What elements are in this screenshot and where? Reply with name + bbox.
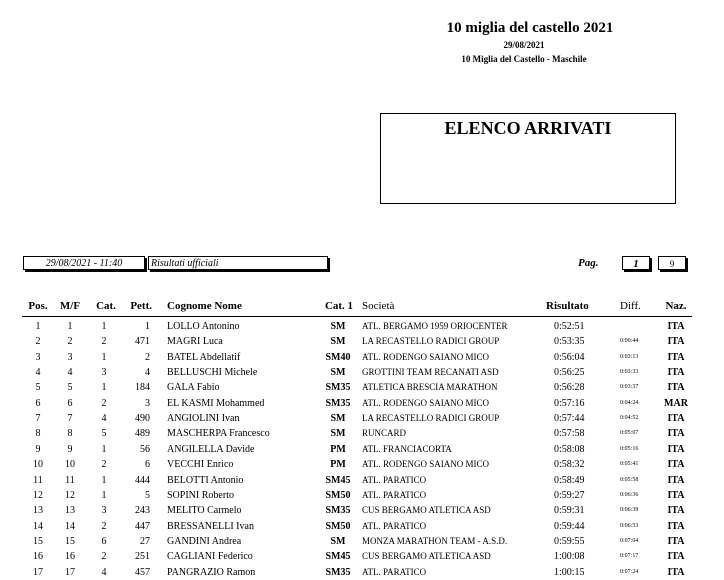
cell-mf: 4 <box>67 367 73 379</box>
page-total: 9 <box>658 256 686 270</box>
cell-pos: 17 <box>33 566 43 578</box>
cell-naz: ITA <box>667 459 685 471</box>
cell-cat1: SM35 <box>325 505 351 517</box>
cell-soc: LA RECASTELLO RADICI GROUP <box>362 413 500 424</box>
cell-mf: 13 <box>65 505 75 517</box>
cell-naz: ITA <box>667 474 685 486</box>
cell-diff: 0:06:36 <box>620 491 639 498</box>
cell-mf: 5 <box>67 382 73 394</box>
cell-cat1: SM45 <box>325 551 351 563</box>
cell-res: 1:00:15 <box>554 566 585 578</box>
cell-cat: 2 <box>101 397 107 409</box>
cell-cat: 1 <box>101 443 107 455</box>
cell-mf: 2 <box>67 336 73 348</box>
page-label: Pag. <box>578 257 599 269</box>
cell-pos: 13 <box>33 505 43 517</box>
cell-cat1: SM <box>330 428 346 440</box>
cell-mf: 3 <box>67 351 73 363</box>
cell-cat: 6 <box>101 535 107 547</box>
cell-pett: 490 <box>135 413 150 425</box>
cell-naz: ITA <box>667 489 685 501</box>
cell-pett: 457 <box>135 566 150 578</box>
cell-res: 0:58:32 <box>554 459 585 471</box>
cell-naz: ITA <box>667 428 685 440</box>
cell-res: 0:59:55 <box>554 535 585 547</box>
cell-name: MASCHERPA Francesco <box>167 428 270 440</box>
cell-cat1: SM <box>330 367 346 379</box>
cell-soc: ATL. PARATICO <box>362 520 427 531</box>
cell-naz: ITA <box>667 443 685 455</box>
cell-naz: ITA <box>667 321 685 332</box>
table-row <box>0 505 724 518</box>
cell-soc: ATL. PARATICO <box>362 474 427 485</box>
table-row <box>0 321 724 334</box>
cell-mf: 9 <box>67 443 73 455</box>
cell-name: GALA Fabio <box>167 382 220 394</box>
cell-pett: 27 <box>140 535 150 547</box>
cell-soc: ATL. RODENGO SAIANO MICO <box>362 459 489 470</box>
cell-pos: 6 <box>35 397 41 409</box>
cell-mf: 6 <box>67 397 73 409</box>
cell-name: ANGILELLA Davide <box>167 443 255 455</box>
cell-mf: 10 <box>65 459 75 471</box>
cell-cat1: SM <box>330 336 346 348</box>
cell-name: ANGIOLINI Ivan <box>167 413 240 425</box>
col-pett: Pett. <box>130 300 152 312</box>
cell-pett: 3 <box>145 397 150 409</box>
race-subtitle: 10 Miglia del Castello - Maschile <box>461 54 587 64</box>
cell-soc: ATL. PARATICO <box>362 489 427 500</box>
cell-diff: 0:07:17 <box>620 553 639 560</box>
page-number: 1 <box>622 256 650 270</box>
cell-name: PANGRAZIO Ramon <box>167 566 256 578</box>
cell-naz: ITA <box>667 566 685 578</box>
cell-mf: 1 <box>67 321 73 332</box>
table-row <box>0 444 724 457</box>
cell-diff: 0:03:37 <box>620 384 639 391</box>
cell-naz: ITA <box>667 413 685 425</box>
cell-cat1: SM50 <box>325 520 351 532</box>
cell-res: 0:59:27 <box>554 489 585 501</box>
cell-cat: 1 <box>101 351 107 363</box>
cell-cat: 4 <box>101 566 107 578</box>
status-field: Risultati ufficiali <box>148 256 328 270</box>
cell-name: CAGLIANI Federico <box>167 551 253 563</box>
cell-mf: 17 <box>65 566 75 578</box>
cell-name: MELITO Carmelo <box>167 505 242 517</box>
cell-pos: 14 <box>33 520 43 532</box>
cell-soc: ATL. RODENGO SAIANO MICO <box>362 397 489 408</box>
cell-res: 0:52:51 <box>554 321 585 332</box>
cell-cat: 2 <box>101 336 107 348</box>
cell-naz: ITA <box>667 351 685 363</box>
cell-pett: 6 <box>145 459 150 471</box>
cell-diff: 0:07:04 <box>620 537 639 544</box>
cell-pett: 444 <box>135 474 150 486</box>
cell-res: 0:56:28 <box>554 382 585 394</box>
cell-res: 0:56:25 <box>554 367 585 379</box>
cell-cat1: SM40 <box>325 351 351 363</box>
cell-pos: 9 <box>35 443 41 455</box>
cell-cat: 1 <box>101 382 107 394</box>
cell-soc: GROTTINI TEAM RECANATI ASD <box>362 367 499 378</box>
cell-naz: ITA <box>667 336 685 348</box>
cell-naz: ITA <box>667 505 685 517</box>
cell-mf: 14 <box>65 520 75 532</box>
table-row <box>0 367 724 380</box>
cell-soc: ATL. PARATICO <box>362 566 427 577</box>
cell-res: 0:58:49 <box>554 474 585 486</box>
cell-naz: ITA <box>667 520 685 532</box>
table-row <box>0 521 724 534</box>
box-title: ELENCO ARRIVATI <box>444 118 612 138</box>
cell-res: 0:57:58 <box>554 428 585 440</box>
cell-res: 0:57:16 <box>554 397 585 409</box>
cell-res: 0:56:04 <box>554 351 585 363</box>
cell-res: 0:57:44 <box>554 413 585 425</box>
cell-cat: 3 <box>101 367 107 379</box>
cell-diff: 0:04:24 <box>620 399 639 406</box>
race-title: 10 miglia del castello 2021 <box>446 20 614 36</box>
col-cat: Cat. <box>96 300 116 312</box>
cell-naz: ITA <box>667 535 685 547</box>
cell-diff: 0:04:52 <box>620 415 639 422</box>
cell-pett: 184 <box>135 382 150 394</box>
cell-pett: 471 <box>135 336 150 348</box>
cell-cat: 2 <box>101 551 107 563</box>
cell-name: EL KASMI Mohammed <box>167 397 265 409</box>
cell-cat: 1 <box>101 489 107 501</box>
cell-soc: ATL. FRANCIACORTA <box>362 443 452 454</box>
cell-pos: 5 <box>35 382 41 394</box>
race-date: 29/08/2021 <box>503 40 545 50</box>
col-naz: Naz. <box>665 300 687 312</box>
cell-mf: 11 <box>65 474 75 486</box>
cell-cat: 4 <box>101 413 107 425</box>
cell-diff: 0:03:13 <box>620 353 639 360</box>
table-row <box>0 352 724 365</box>
cell-name: MAGRI Luca <box>167 336 223 348</box>
cell-diff: 0:03:33 <box>620 369 639 376</box>
cell-pos: 3 <box>35 351 41 363</box>
cell-cat1: PM <box>330 443 346 455</box>
table-row <box>0 551 724 564</box>
table-row <box>0 413 724 426</box>
table-row <box>0 398 724 411</box>
cell-diff: 0:06:53 <box>620 522 639 529</box>
cell-pos: 15 <box>33 535 43 547</box>
cell-soc: RUNCARD <box>362 428 407 439</box>
table-row <box>0 490 724 503</box>
cell-pos: 16 <box>33 551 43 563</box>
cell-res: 0:59:31 <box>554 505 585 517</box>
cell-diff: 0:00:44 <box>620 338 639 345</box>
cell-pos: 8 <box>35 428 41 440</box>
cell-cat: 2 <box>101 520 107 532</box>
cell-pos: 2 <box>35 336 41 348</box>
cell-cat: 1 <box>101 474 107 486</box>
cell-soc: MONZA MARATHON TEAM - A.S.D. <box>362 535 508 546</box>
table-row <box>0 428 724 441</box>
col-soc: Società <box>362 300 395 312</box>
cell-res: 0:53:35 <box>554 336 585 348</box>
cell-cat1: SM <box>330 535 346 547</box>
cell-mf: 12 <box>65 489 75 501</box>
cell-pos: 1 <box>35 321 41 332</box>
cell-soc: CUS BERGAMO ATLETICA ASD <box>362 551 491 562</box>
cell-pos: 4 <box>35 367 41 379</box>
table-row <box>0 382 724 395</box>
col-cat1: Cat. 1 <box>324 300 354 312</box>
cell-mf: 16 <box>65 551 75 563</box>
cell-res: 0:58:08 <box>554 443 585 455</box>
col-res: Risultato <box>546 300 589 312</box>
cell-name: BRESSANELLI Ivan <box>167 520 254 532</box>
col-name: Cognome Nome <box>167 300 242 312</box>
cell-cat: 3 <box>101 505 107 517</box>
cell-pos: 12 <box>33 489 43 501</box>
cell-pett: 4 <box>145 367 150 379</box>
cell-pett: 2 <box>145 351 150 363</box>
cell-cat1: SM50 <box>325 489 351 501</box>
cell-cat1: SM35 <box>325 397 351 409</box>
col-diff: Diff. <box>620 300 641 312</box>
cell-soc: ATLETICA BRESCIA MARATHON <box>362 382 498 393</box>
cell-soc: LA RECASTELLO RADICI GROUP <box>362 336 500 347</box>
cell-cat: 2 <box>101 459 107 471</box>
cell-mf: 8 <box>67 428 73 440</box>
table-row <box>0 536 724 549</box>
col-mf: M/F <box>59 300 81 312</box>
cell-mf: 15 <box>65 535 75 547</box>
cell-pett: 243 <box>135 505 150 517</box>
cell-name: LOLLO Antonino <box>167 321 240 332</box>
table-row <box>0 336 724 349</box>
cell-soc: CUS BERGAMO ATLETICA ASD <box>362 505 491 516</box>
header-divider <box>22 316 692 317</box>
cell-mf: 7 <box>67 413 73 425</box>
cell-name: BATEL Abdellatif <box>167 351 241 363</box>
cell-name: BELOTTI Antonio <box>167 474 244 486</box>
cell-pett: 5 <box>145 489 150 501</box>
cell-pett: 447 <box>135 520 150 532</box>
cell-name: GANDINI Andrea <box>167 535 242 547</box>
cell-diff: 0:06:39 <box>620 507 639 514</box>
cell-pett: 251 <box>135 551 150 563</box>
cell-pos: 11 <box>33 474 43 486</box>
cell-name: SOPINI Roberto <box>167 489 234 501</box>
col-pos: Pos. <box>28 300 48 312</box>
cell-diff: 0:05:07 <box>620 430 639 437</box>
cell-diff: 0:05:16 <box>620 445 639 452</box>
cell-res: 0:59:44 <box>554 520 585 532</box>
cell-cat1: PM <box>330 459 346 471</box>
cell-res: 1:00:08 <box>554 551 585 563</box>
cell-soc: ATL. BERGAMO 1959 ORIOCENTER <box>362 321 508 331</box>
cell-pos: 10 <box>33 459 43 471</box>
cell-pett: 1 <box>145 321 150 332</box>
cell-diff: 0:05:41 <box>620 461 639 468</box>
cell-cat1: SM35 <box>325 566 351 578</box>
table-row <box>0 475 724 488</box>
cell-pett: 489 <box>135 428 150 440</box>
table-row <box>0 459 724 472</box>
cell-cat1: SM35 <box>325 382 351 394</box>
cell-cat1: SM45 <box>325 474 351 486</box>
table-row <box>0 567 724 580</box>
cell-pett: 56 <box>140 443 150 455</box>
cell-cat1: SM <box>330 413 346 425</box>
cell-naz: MAR <box>664 397 688 409</box>
cell-naz: ITA <box>667 382 685 394</box>
cell-name: BELLUSCHI Michele <box>167 367 258 379</box>
cell-pos: 7 <box>35 413 41 425</box>
datetime-field: 29/08/2021 - 11:40 <box>23 256 145 270</box>
cell-naz: ITA <box>667 367 685 379</box>
cell-cat: 5 <box>101 428 107 440</box>
cell-name: VECCHI Enrico <box>167 459 234 471</box>
cell-soc: ATL. RODENGO SAIANO MICO <box>362 351 489 362</box>
cell-cat: 1 <box>101 321 107 332</box>
cell-cat1: SM <box>330 321 346 332</box>
cell-diff: 0:07:24 <box>620 568 639 575</box>
cell-diff: 0:05:58 <box>620 476 639 483</box>
cell-naz: ITA <box>667 551 685 563</box>
